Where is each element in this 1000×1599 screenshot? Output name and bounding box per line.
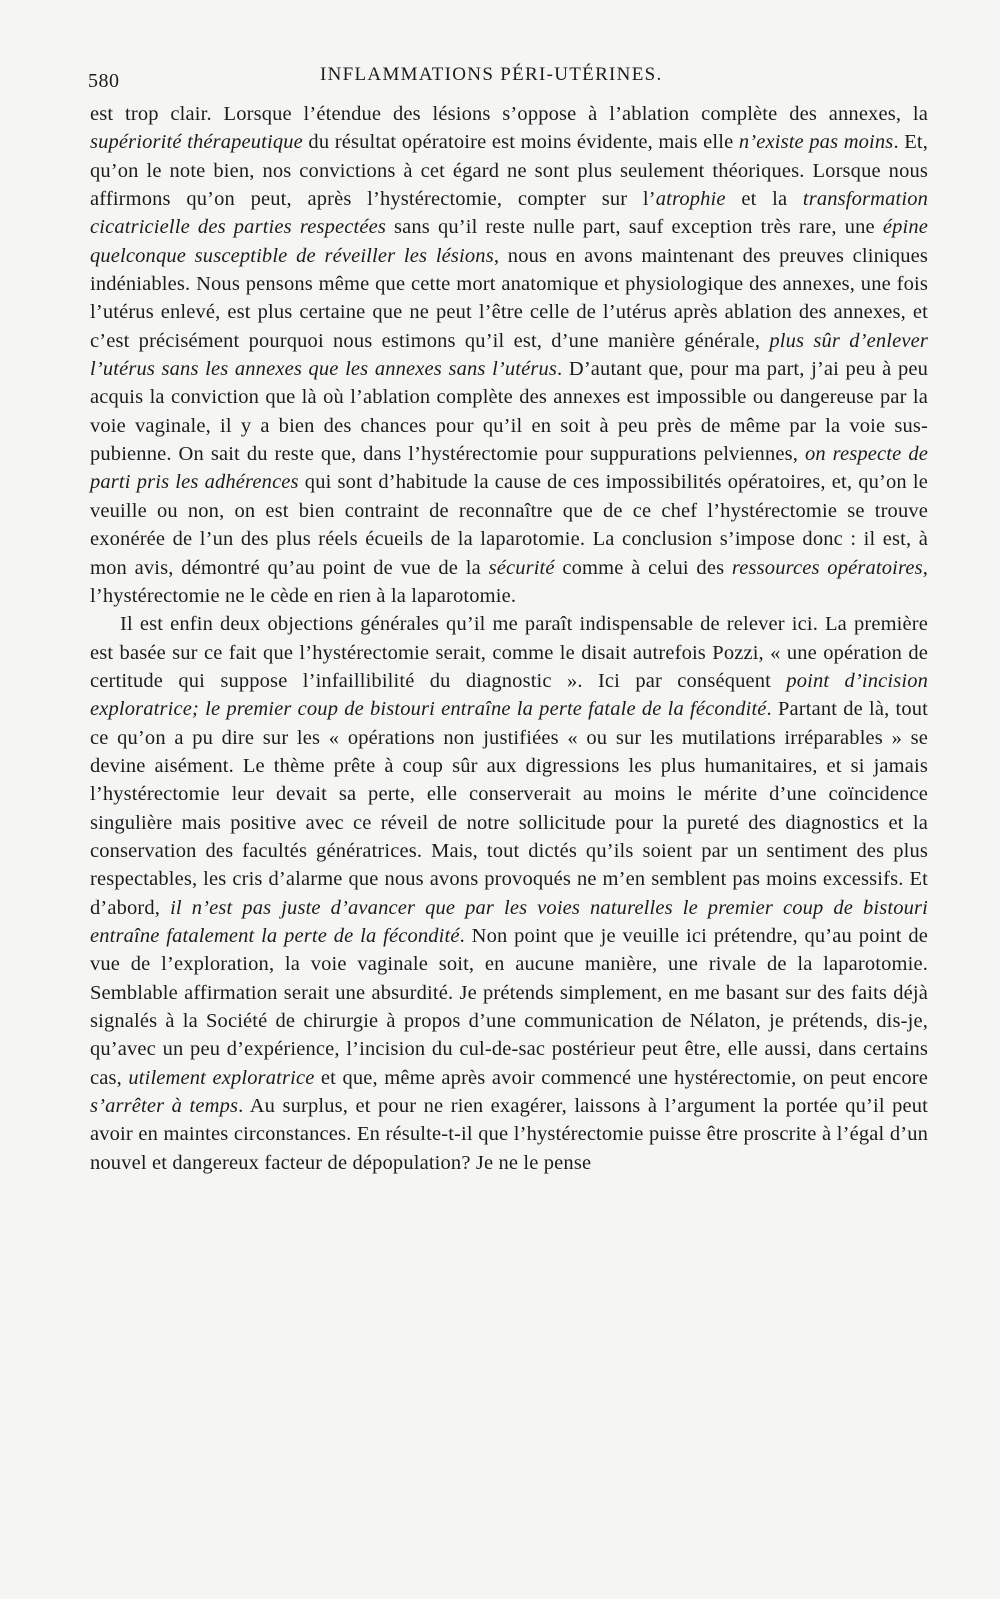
text-segment: . Et, qu’on le note bien, nos convictions à cet égard ne sont plus seulement théoriques. Lorsque nous affirmons qu’on peut, après l’hystérectomie, compter sur l’ [90, 131, 929, 211]
italic-text-segment: plus sûr d’enlever l’utérus sans les annexes que les annexes sans l’utérus [90, 329, 928, 381]
italic-text-segment: n’existe pas moins [738, 131, 894, 154]
text-segment: du résultat opératoire est moins évidente, mais elle [302, 131, 739, 154]
italic-text-segment: atrophie [655, 188, 726, 211]
text-segment: et la [725, 188, 803, 211]
running-title: INFLAMMATIONS PÉRI-UTÉRINES. [320, 64, 663, 85]
text-segment: sans qu’il reste nulle part, sauf exception très rare, une [385, 216, 883, 239]
text-segment: , l’hystérectomie ne le cède en rien à la laparotomie. [90, 556, 928, 607]
text-segment: . Au surplus, et pour ne rien exagérer, laissons à l’argument la portée qu’il peut avoir en maintes circonstances. En résulte-t-il que l’hystérectomie puisse être proscrite à l’égal d’un nouvel et dangereux facteur de dépopulation? Je ne le pense [90, 1095, 928, 1174]
italic-text-segment: sécurité [488, 556, 555, 579]
text-segment: comme à celui des [554, 556, 732, 579]
text-segment: et que, même après avoir commencé une hystérectomie, on peut encore [314, 1066, 928, 1089]
italic-text-segment: s’arrêter à temps [90, 1095, 239, 1118]
italic-text-segment: point d’incision exploratrice; le premier coup de bistouri entraîne la perte fatale de la fécondité [90, 669, 929, 721]
italic-text-segment: ressources opératoires [731, 556, 923, 579]
italic-text-segment: épine quelconque susceptible de réveiller les lésions [90, 216, 928, 267]
text-segment: est trop clair. Lorsque l’étendue des lésions s’oppose à l’ablation complète des annexes, la [90, 103, 928, 125]
italic-text-segment: utilement exploratrice [128, 1066, 315, 1089]
page-number: 580 [88, 70, 120, 92]
text-segment: Il est enfin deux objections générales qu’il me paraît indispensable de relever ici. La première est basée sur ce fait que l’hystérectomie serait, comme le disait autrefois Pozzi, « une opération de certitude qui suppose l’infaillibilité du diagnostic ». Ici par conséquent [90, 613, 928, 692]
body-text [90, 100, 928, 1177]
italic-text-segment: supériorité thérapeutique [90, 131, 303, 154]
running-header [88, 64, 928, 94]
paragraph [90, 100, 928, 610]
italic-text-segment: transformation cicatricielle des parties respectées [90, 188, 928, 239]
text-segment: . Non point que je veuille ici prétendre, qu’au point de vue de l’exploration, la voie vaginale soit, en aucune manière, une rivale de la laparotomie. Semblable affirmation serait une absurdité. Je prétends simplement, en me basant sur des faits déjà signalés à la Société de chirurgie à propos d’une communication de Nélaton, je prétends, dis-je, qu’avec un peu d’expérience, l’incision du cul-de-sac postérieur peut être, elle aussi, dans certains cas, [90, 924, 928, 1089]
italic-text-segment: on respecte de parti pris les adhérences [90, 443, 928, 494]
text-segment: , nous en avons maintenant des preuves cliniques indéniables. Nous pensons même que cette mort anatomique et physiologique des annexes, une fois l’utérus enlevé, est plus certaine que ne peut l’être celle de l’utérus après ablation des annexes, et c’est précisément pourquoi nous estimons qu’il est, d’une manière générale, [90, 244, 928, 352]
text-segment: . Partant de là, tout ce qu’on a pu dire sur les « opérations non justifiées « ou sur les mutilations irréparables » se devine aisément. Le thème prête à coup sûr aux digressions les plus humanitaires, et si jamais l’hystérectomie leur devait sa perte, elle conserverait au moins le mérite d’une coïncidence singulière mais positive avec ce réveil de notre sollicitude pour la pureté des diagnostics et la conservation des facultés génératrices. Mais, tout dictés qu’ils soient par un sentiment des plus respectables, les cris d’alarme que nous avons provoqués ne m’en semblent pas moins excessifs. Et d’abord, [90, 698, 928, 919]
italic-text-segment: il n’est pas juste d’avancer que par les voies naturelles le premier coup de bistouri entraîne fatalement la perte de la fécondité [90, 896, 928, 947]
paragraph [90, 610, 928, 1177]
text-segment: . D’autant que, pour ma part, j’ai peu à peu acquis la conviction que là où l’ablation complète des annexes est impossible ou dangereuse par la voie vaginale, il y a bien des chances pour qu’il en soit à peu près de même par la voie sus-pubienne. On sait du reste que, dans l’hystérectomie pour suppurations pelviennes, [90, 358, 928, 466]
text-segment: qui sont d’habitude la cause de ces impossibilités opératoires, et, qu’on le veuille ou non, on est bien contraint de reconnaître que de ce chef l’hystérectomie se trouve exonérée de l’un des plus réels écueils de la laparotomie. La conclusion s’impose donc : il est, à mon avis, démontré qu’au point de vue de la [90, 471, 928, 579]
